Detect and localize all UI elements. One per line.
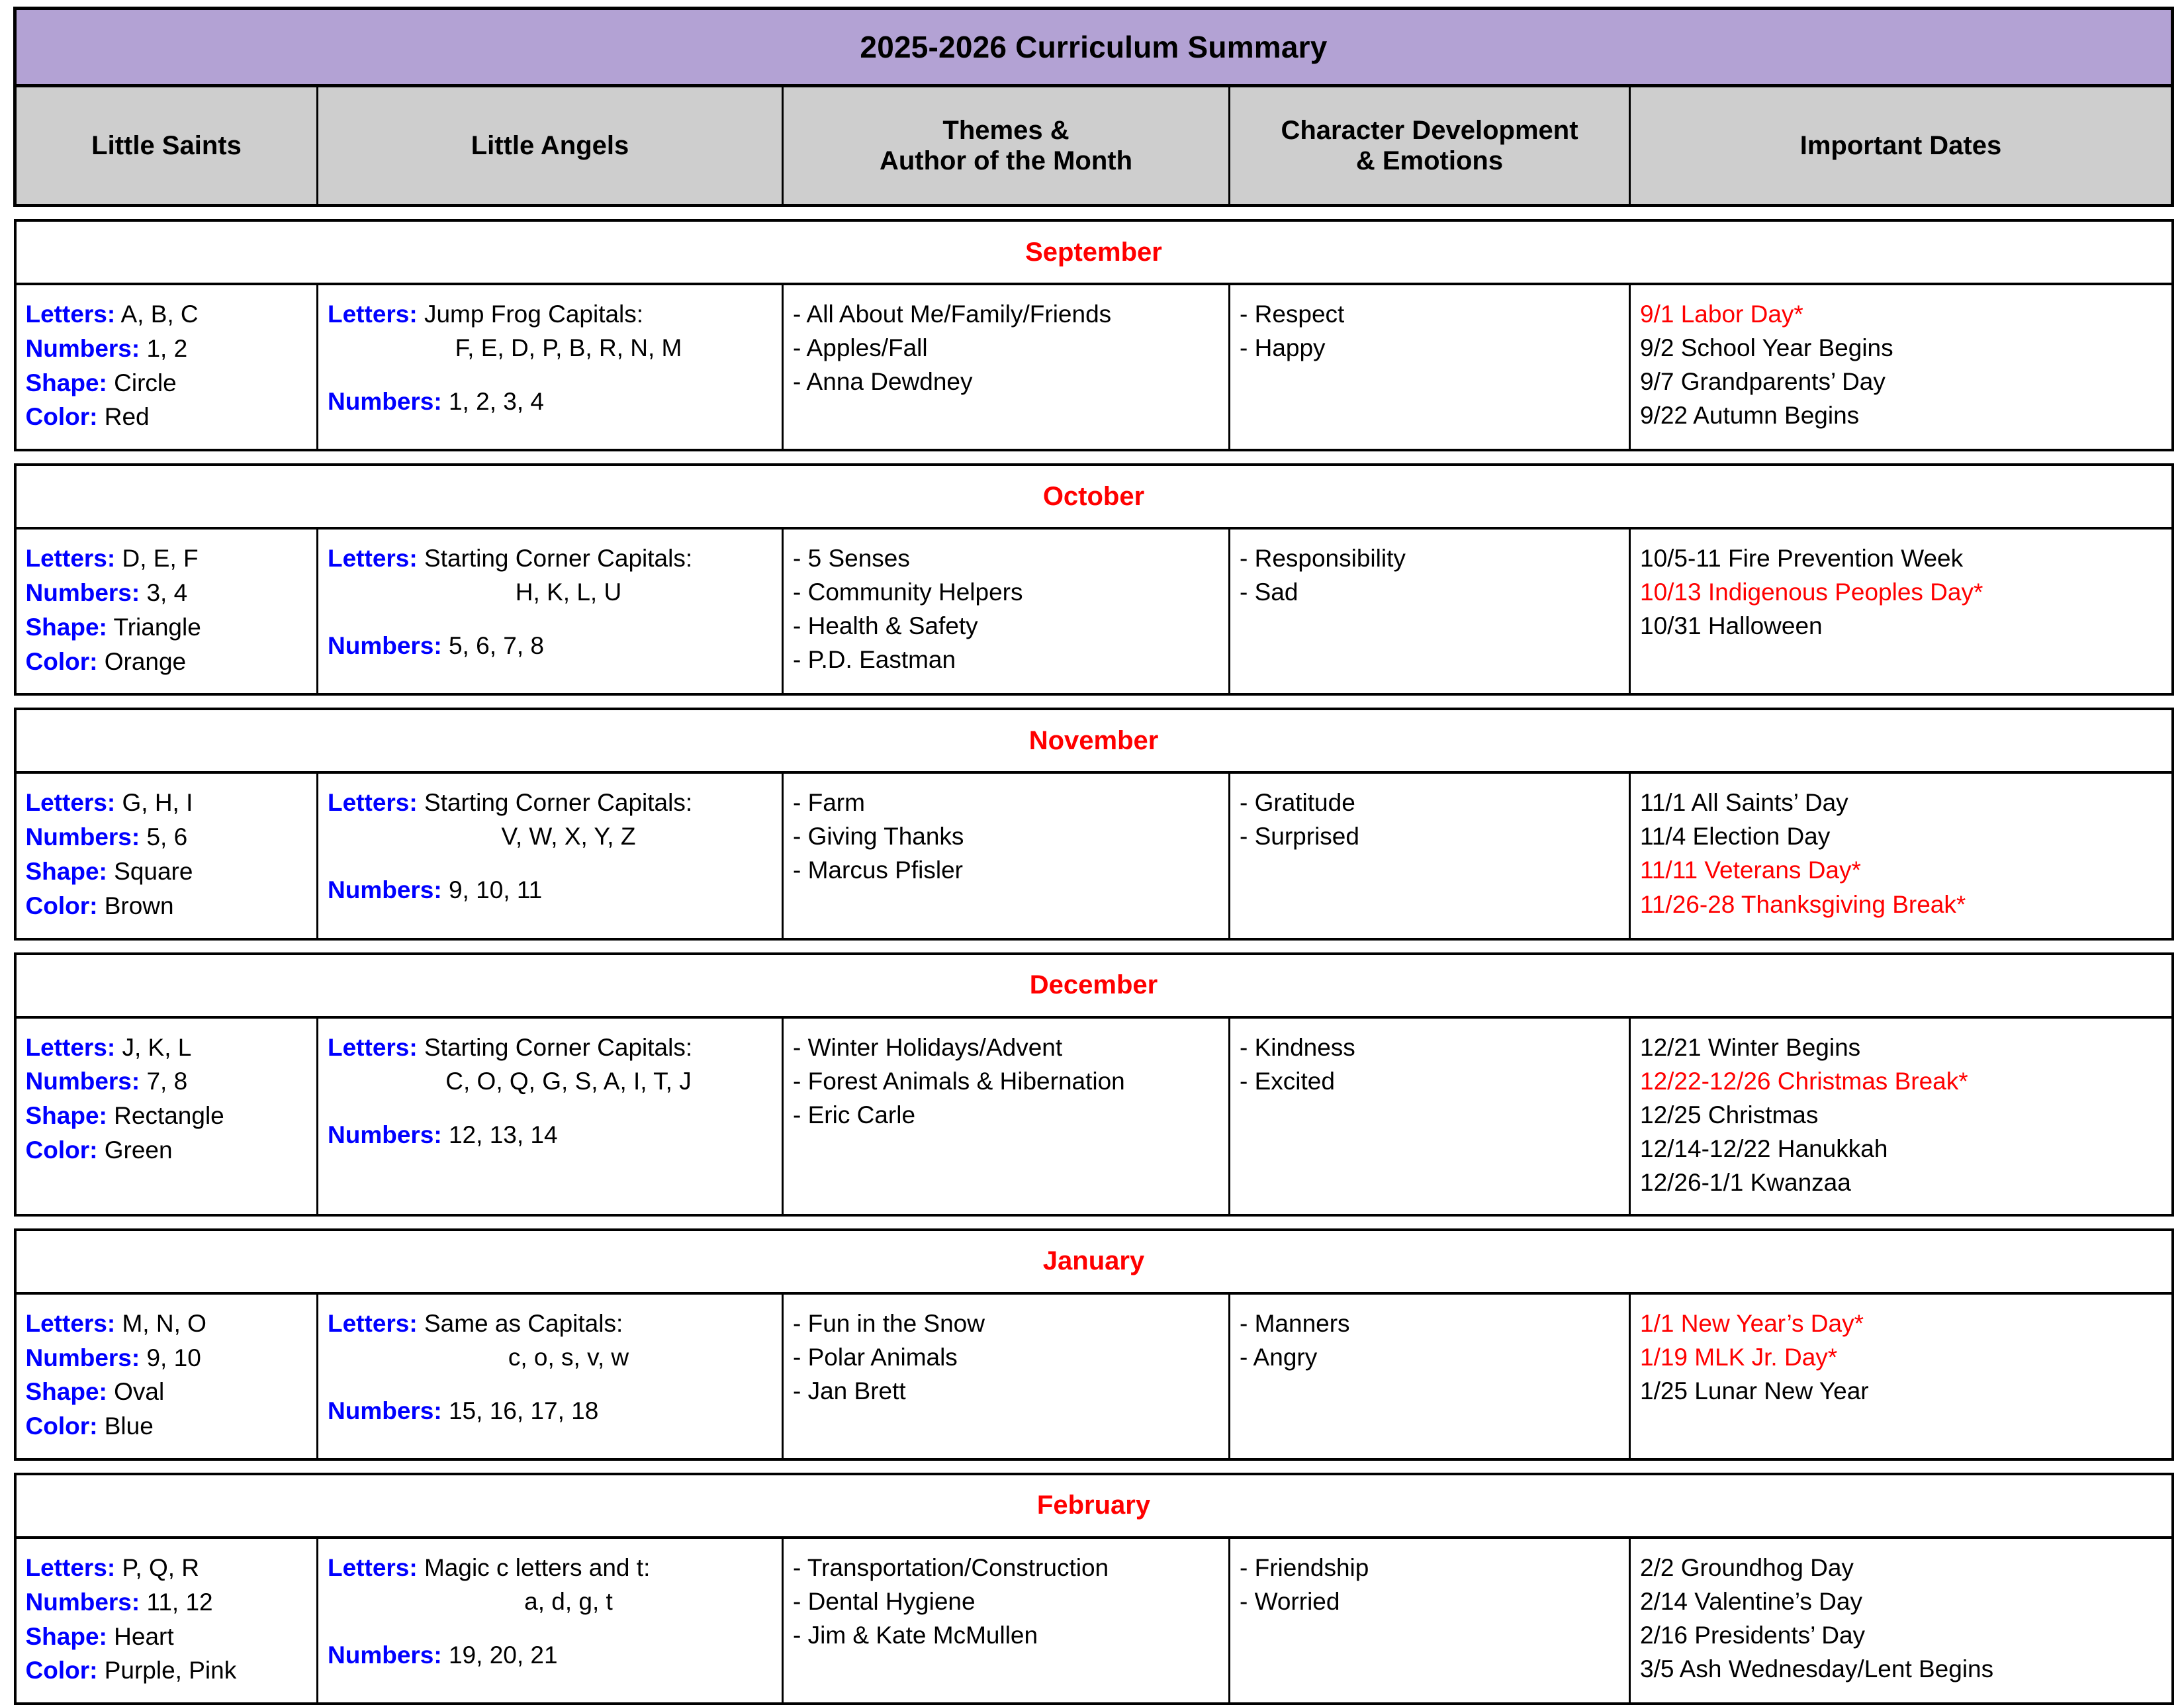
field-value: M, N, O xyxy=(122,1309,206,1337)
field-value: A, B, C xyxy=(120,300,199,328)
field-value: 5, 6 xyxy=(146,823,188,851)
saints-color xyxy=(26,1653,308,1688)
date-item: 11/4 Election Day xyxy=(1640,823,1831,851)
saints-letters xyxy=(26,786,308,820)
theme-item: - Anna Dewdney xyxy=(793,368,973,396)
cell-important-dates xyxy=(1630,1538,2173,1704)
date-item: 1/19 MLK Jr. Day* xyxy=(1640,1343,1838,1371)
row-spacer xyxy=(15,1459,2173,1474)
field-value: 11, 12 xyxy=(146,1588,213,1616)
cell-important-dates xyxy=(1630,528,2173,694)
saints-shape xyxy=(26,1620,308,1654)
saints-shape xyxy=(26,610,308,645)
angels-numbers xyxy=(328,1638,772,1672)
cell-character-emotions xyxy=(1230,1293,1630,1459)
field-label: Letters: xyxy=(328,1309,418,1337)
date-item: 2/16 Presidents’ Day xyxy=(1640,1622,1866,1649)
month-data-row xyxy=(15,772,2173,939)
date-item: 2/14 Valentine’s Day xyxy=(1640,1588,1862,1616)
cell-little-angels xyxy=(318,772,783,939)
column-header-row xyxy=(15,86,2173,206)
field-value: Purple, Pink xyxy=(104,1657,237,1684)
saints-shape xyxy=(26,1099,308,1133)
theme-item: - Fun in the Snow xyxy=(793,1309,985,1337)
field-value: 5, 6, 7, 8 xyxy=(448,632,544,660)
month-banner-row xyxy=(15,954,2173,1017)
document-title-cell xyxy=(15,9,2173,86)
saints-color xyxy=(26,645,308,679)
field-label: Color: xyxy=(25,647,98,675)
field-value: Blue xyxy=(104,1412,154,1440)
field-value: Magic c letters and t: xyxy=(424,1553,651,1581)
saints-numbers xyxy=(26,1341,308,1375)
angels-letters-list: H, K, L, U xyxy=(515,578,622,606)
month-data-row xyxy=(15,1017,2173,1215)
character-item: - Gratitude xyxy=(1240,789,1355,817)
vertical-spacer xyxy=(328,365,772,385)
field-value: Jump Frog Capitals: xyxy=(424,300,644,328)
angels-numbers xyxy=(328,1394,772,1428)
month-banner-row xyxy=(15,1474,2173,1538)
field-value: 19, 20, 21 xyxy=(448,1641,558,1669)
saints-letters xyxy=(26,1031,308,1065)
table-body xyxy=(15,9,2173,1704)
column-header-label: Important Dates xyxy=(1799,131,2002,160)
row-spacer-cell xyxy=(15,939,2173,954)
field-label: Letters: xyxy=(328,545,418,573)
field-label: Numbers: xyxy=(25,578,140,606)
page-title: 2025-2026 Curriculum Summary xyxy=(860,30,1328,64)
cell-themes-author xyxy=(783,1017,1230,1215)
saints-color xyxy=(26,400,308,434)
month-banner-row xyxy=(15,220,2173,284)
cell-themes-author xyxy=(783,772,1230,939)
saints-shape xyxy=(26,854,308,889)
month-banner-february xyxy=(15,1474,2173,1538)
angels-letters-title xyxy=(328,297,772,331)
character-item: - Worried xyxy=(1240,1588,1340,1616)
angels-numbers xyxy=(328,629,772,663)
date-item: 2/2 Groundhog Day xyxy=(1640,1553,1854,1581)
field-value: D, E, F xyxy=(122,545,199,573)
field-value: Rectangle xyxy=(114,1102,224,1130)
theme-item: - Apples/Fall xyxy=(793,334,928,362)
field-label: Color: xyxy=(25,892,98,919)
month-label: October xyxy=(1042,481,1145,511)
cell-little-saints xyxy=(15,1293,318,1459)
angels-letters-title xyxy=(328,786,772,819)
field-label: Letters: xyxy=(328,789,418,817)
field-value: P, Q, R xyxy=(122,1553,200,1581)
character-item: - Sad xyxy=(1240,578,1298,606)
month-data-row xyxy=(15,1293,2173,1459)
angels-numbers xyxy=(328,1118,772,1152)
vertical-spacer xyxy=(328,853,772,873)
field-label: Numbers: xyxy=(328,1641,442,1669)
saints-numbers xyxy=(26,332,308,366)
row-spacer xyxy=(15,450,2173,465)
saints-color xyxy=(26,1133,308,1168)
month-label: February xyxy=(1036,1491,1151,1520)
angels-letters-title xyxy=(328,1551,772,1585)
field-value: 1, 2, 3, 4 xyxy=(448,388,544,416)
cell-themes-author xyxy=(783,528,1230,694)
field-value: 1, 2 xyxy=(146,334,188,362)
field-label: Numbers: xyxy=(328,1121,442,1148)
date-item: 10/31 Halloween xyxy=(1640,612,1823,640)
vertical-spacer xyxy=(328,1618,772,1638)
field-label: Shape: xyxy=(25,1622,107,1650)
date-item: 9/2 School Year Begins xyxy=(1640,334,1893,362)
cell-little-angels xyxy=(318,1538,783,1704)
field-label: Numbers: xyxy=(25,823,140,851)
field-label: Letters: xyxy=(25,1309,116,1337)
angels-numbers xyxy=(328,385,772,418)
field-label: Shape: xyxy=(25,613,107,641)
cell-character-emotions xyxy=(1230,284,1630,450)
month-banner-november xyxy=(15,709,2173,772)
theme-item: - Winter Holidays/Advent xyxy=(793,1033,1063,1061)
column-header-label: Little Saints xyxy=(91,131,242,160)
angels-letters-list: V, W, X, Y, Z xyxy=(501,823,636,851)
column-header-label-line2: & Emotions xyxy=(1355,146,1504,175)
character-item: - Excited xyxy=(1240,1067,1335,1095)
cell-little-saints xyxy=(15,284,318,450)
field-value: Starting Corner Capitals: xyxy=(424,789,693,817)
month-banner-row xyxy=(15,465,2173,528)
field-value: Red xyxy=(104,403,150,431)
date-item: 12/14-12/22 Hanukkah xyxy=(1640,1134,1888,1162)
saints-color xyxy=(26,1409,308,1444)
angels-letters-title xyxy=(328,541,772,575)
month-label: December xyxy=(1029,970,1158,1000)
date-item: 1/1 New Year’s Day* xyxy=(1640,1309,1864,1337)
field-label: Letters: xyxy=(25,1033,116,1061)
angels-letters-title xyxy=(328,1031,772,1064)
date-item: 1/25 Lunar New Year xyxy=(1640,1377,1869,1405)
date-item: 11/11 Veterans Day* xyxy=(1640,856,1861,884)
field-label: Shape: xyxy=(25,857,107,885)
column-header-character-emotions xyxy=(1230,86,1630,206)
field-label: Numbers: xyxy=(328,1397,442,1424)
theme-item: - Giving Thanks xyxy=(793,823,964,851)
angels-letters-list: C, O, Q, G, S, A, I, T, J xyxy=(445,1067,692,1095)
theme-item: - P.D. Eastman xyxy=(793,646,956,674)
column-header-label-line1: Character Development xyxy=(1281,116,1578,145)
cell-important-dates xyxy=(1630,1293,2173,1459)
theme-item: - Community Helpers xyxy=(793,578,1023,606)
angels-letters-list: a, d, g, t xyxy=(524,1588,613,1616)
theme-item: - Health & Safety xyxy=(793,612,978,640)
cell-little-angels xyxy=(318,528,783,694)
column-header-little-angels xyxy=(318,86,783,206)
field-value: Orange xyxy=(104,647,187,675)
saints-letters xyxy=(26,1551,308,1585)
cell-themes-author xyxy=(783,284,1230,450)
field-label: Numbers: xyxy=(328,876,442,904)
field-label: Letters: xyxy=(25,1553,116,1581)
date-item: 9/7 Grandparents’ Day xyxy=(1640,368,1886,396)
theme-item: - Jan Brett xyxy=(793,1377,906,1405)
cell-little-saints xyxy=(15,772,318,939)
angels-letters-list: c, o, s, v, w xyxy=(508,1343,629,1371)
field-value: G, H, I xyxy=(122,789,193,817)
cell-themes-author xyxy=(783,1293,1230,1459)
row-spacer xyxy=(15,694,2173,709)
row-spacer-cell xyxy=(15,694,2173,709)
theme-item: - 5 Senses xyxy=(793,545,910,573)
theme-item: - Farm xyxy=(793,789,865,817)
field-value: Heart xyxy=(114,1622,174,1650)
cell-important-dates xyxy=(1630,772,2173,939)
saints-shape xyxy=(26,1375,308,1409)
field-value: Oval xyxy=(114,1378,165,1406)
date-item: 9/1 Labor Day* xyxy=(1640,300,1803,328)
title-row xyxy=(15,9,2173,86)
date-item: 12/22-12/26 Christmas Break* xyxy=(1640,1067,1968,1095)
date-item: 10/5-11 Fire Prevention Week xyxy=(1640,545,1964,573)
cell-character-emotions xyxy=(1230,1017,1630,1215)
field-value: 7, 8 xyxy=(146,1068,188,1095)
field-value: J, K, L xyxy=(122,1033,192,1061)
cell-important-dates xyxy=(1630,1017,2173,1215)
field-value: Circle xyxy=(114,369,177,396)
date-item: 12/25 Christmas xyxy=(1640,1101,1819,1129)
angels-letters-list: F, E, D, P, B, R, N, M xyxy=(455,334,682,362)
theme-item: - Dental Hygiene xyxy=(793,1588,976,1616)
cell-important-dates xyxy=(1630,284,2173,450)
month-data-row xyxy=(15,284,2173,450)
field-value: Brown xyxy=(104,892,174,919)
saints-numbers xyxy=(26,1064,308,1099)
row-spacer-cell xyxy=(15,1215,2173,1230)
field-value: Same as Capitals: xyxy=(424,1309,623,1337)
theme-item: - Jim & Kate McMullen xyxy=(793,1622,1038,1649)
row-spacer-cell xyxy=(15,450,2173,465)
saints-numbers xyxy=(26,576,308,610)
cell-character-emotions xyxy=(1230,772,1630,939)
date-item: 9/22 Autumn Begins xyxy=(1640,402,1860,430)
field-label: Numbers: xyxy=(25,334,140,362)
field-label: Numbers: xyxy=(25,1068,140,1095)
angels-letters-title xyxy=(328,1307,772,1340)
character-item: - Kindness xyxy=(1240,1033,1355,1061)
theme-item: - All About Me/Family/Friends xyxy=(793,300,1112,328)
field-value: 12, 13, 14 xyxy=(448,1121,558,1148)
date-item: 11/26-28 Thanksgiving Break* xyxy=(1640,890,1966,918)
cell-little-angels xyxy=(318,284,783,450)
saints-letters xyxy=(26,541,308,576)
date-item: 3/5 Ash Wednesday/Lent Begins xyxy=(1640,1655,1994,1683)
cell-character-emotions xyxy=(1230,528,1630,694)
field-label: Letters: xyxy=(25,545,116,573)
field-label: Shape: xyxy=(25,369,107,396)
field-label: Numbers: xyxy=(328,388,442,416)
column-header-little-saints xyxy=(15,86,318,206)
row-spacer xyxy=(15,1215,2173,1230)
character-item: - Friendship xyxy=(1240,1553,1369,1581)
column-header-important-dates xyxy=(1630,86,2173,206)
field-value: Starting Corner Capitals: xyxy=(424,545,693,573)
cell-little-angels xyxy=(318,1017,783,1215)
row-spacer xyxy=(15,206,2173,221)
field-label: Numbers: xyxy=(328,632,442,660)
saints-numbers xyxy=(26,1585,308,1620)
column-header-label-line2: Author of the Month xyxy=(879,146,1133,175)
row-spacer xyxy=(15,939,2173,954)
field-value: Green xyxy=(104,1136,173,1164)
field-label: Letters: xyxy=(25,300,116,328)
character-item: - Surprised xyxy=(1240,823,1359,851)
cell-little-saints xyxy=(15,1538,318,1704)
character-item: - Happy xyxy=(1240,334,1326,362)
column-header-label-line1: Themes & xyxy=(942,116,1069,145)
month-banner-december xyxy=(15,954,2173,1017)
date-item: 10/13 Indigenous Peoples Day* xyxy=(1640,578,1983,606)
field-value: 9, 10 xyxy=(146,1344,201,1371)
vertical-spacer xyxy=(328,1098,772,1118)
saints-numbers xyxy=(26,820,308,854)
field-label: Shape: xyxy=(25,1102,107,1130)
cell-little-saints xyxy=(15,528,318,694)
cell-little-angels xyxy=(318,1293,783,1459)
cell-character-emotions xyxy=(1230,1538,1630,1704)
cell-themes-author xyxy=(783,1538,1230,1704)
field-label: Letters: xyxy=(328,1033,418,1061)
date-item: 11/1 All Saints’ Day xyxy=(1640,789,1848,817)
date-item: 12/21 Winter Begins xyxy=(1640,1033,1861,1061)
theme-item: - Forest Animals & Hibernation xyxy=(793,1067,1125,1095)
vertical-spacer xyxy=(328,1374,772,1394)
field-value: Square xyxy=(114,857,193,885)
cell-little-saints xyxy=(15,1017,318,1215)
character-item: - Responsibility xyxy=(1240,545,1406,573)
month-banner-october xyxy=(15,465,2173,528)
saints-color xyxy=(26,889,308,923)
field-value: 9, 10, 11 xyxy=(448,876,543,904)
month-label: January xyxy=(1042,1246,1145,1276)
month-data-row xyxy=(15,528,2173,694)
theme-item: - Transportation/Construction xyxy=(793,1553,1109,1581)
theme-item: - Eric Carle xyxy=(793,1101,916,1129)
month-banner-september xyxy=(15,220,2173,284)
field-value: Starting Corner Capitals: xyxy=(424,1033,693,1061)
field-label: Color: xyxy=(25,1136,98,1164)
field-value: 3, 4 xyxy=(146,578,188,606)
row-spacer-cell xyxy=(15,206,2173,221)
field-label: Numbers: xyxy=(25,1588,140,1616)
field-label: Letters: xyxy=(25,789,116,817)
vertical-spacer xyxy=(328,609,772,629)
field-label: Letters: xyxy=(328,1553,418,1581)
month-label: November xyxy=(1028,725,1159,755)
theme-item: - Marcus Pfisler xyxy=(793,856,963,884)
date-item: 12/26-1/1 Kwanzaa xyxy=(1640,1168,1851,1196)
field-value: Triangle xyxy=(113,613,201,641)
character-item: - Angry xyxy=(1240,1343,1318,1371)
month-banner-row xyxy=(15,1230,2173,1293)
character-item: - Respect xyxy=(1240,300,1345,328)
angels-numbers xyxy=(328,873,772,907)
month-banner-january xyxy=(15,1230,2173,1293)
field-value: 15, 16, 17, 18 xyxy=(448,1397,599,1424)
row-spacer-cell xyxy=(15,1459,2173,1474)
saints-letters xyxy=(26,1307,308,1341)
curriculum-table xyxy=(13,7,2174,1705)
field-label: Letters: xyxy=(328,300,418,328)
month-label: September xyxy=(1025,237,1162,267)
theme-item: - Polar Animals xyxy=(793,1343,958,1371)
column-header-label: Little Angels xyxy=(471,131,629,160)
column-header-themes-author xyxy=(783,86,1230,206)
field-label: Color: xyxy=(25,403,98,431)
month-banner-row xyxy=(15,709,2173,772)
saints-shape xyxy=(26,366,308,400)
field-label: Numbers: xyxy=(25,1344,140,1371)
month-data-row xyxy=(15,1538,2173,1704)
field-label: Color: xyxy=(25,1412,98,1440)
field-label: Shape: xyxy=(25,1378,107,1406)
character-item: - Manners xyxy=(1240,1309,1350,1337)
saints-letters xyxy=(26,297,308,332)
field-label: Color: xyxy=(25,1657,98,1684)
